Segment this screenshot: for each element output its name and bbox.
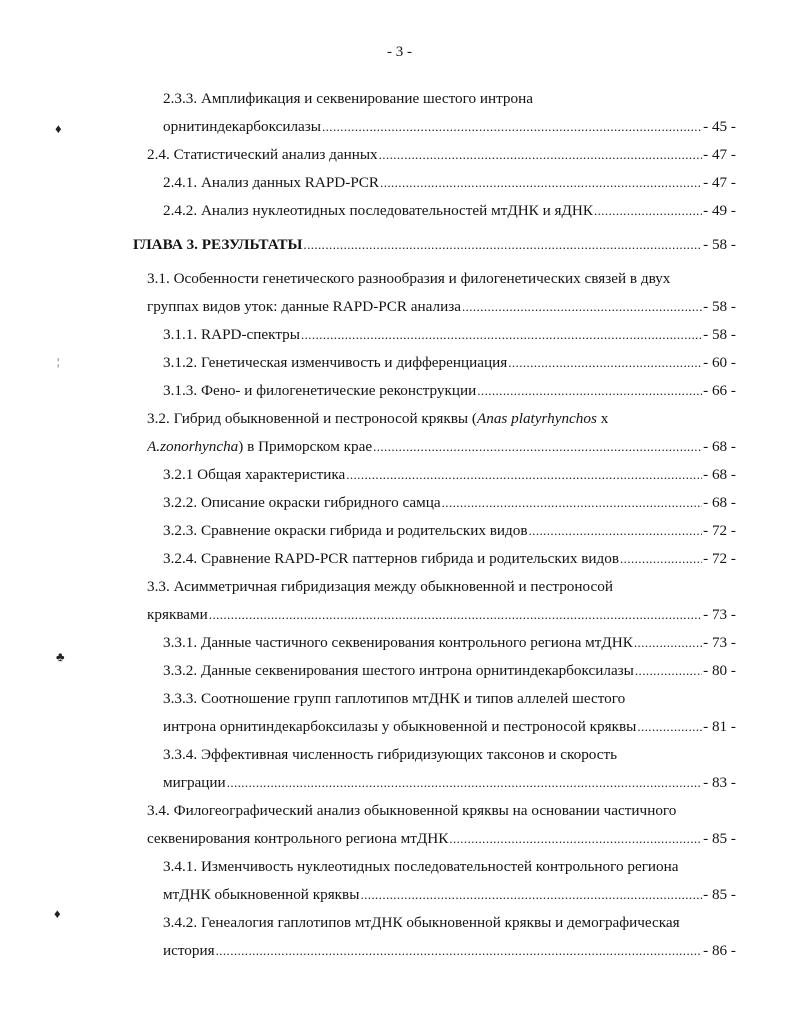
dot-leader bbox=[529, 520, 703, 542]
page-number: - 3 - bbox=[387, 44, 412, 60]
entry-title: 3.4.2. Генеалогия гаплотипов мтДНК обыкновенной кряквы и демографическая bbox=[163, 914, 680, 931]
entry-title: 3.3.1. Данные частичного секвенирования контрольного региона мтДНК bbox=[163, 634, 633, 651]
toc-entry bbox=[147, 408, 608, 430]
entry-title: 3.3.2. Данные секвенирования шестого интрона орнитиндекарбоксилазы bbox=[163, 662, 634, 679]
entry-page: - 81 - bbox=[703, 718, 736, 735]
toc-entry bbox=[147, 800, 676, 822]
dot-leader bbox=[322, 116, 702, 138]
entry-title: 3.2. Гибрид обыкновенной и пестроносой кряквы ( bbox=[147, 410, 477, 427]
dot-leader bbox=[380, 172, 702, 194]
toc-entry bbox=[163, 88, 533, 110]
scan-mark-icon: ¦ bbox=[57, 356, 60, 368]
entry-page: - 45 - bbox=[703, 118, 736, 135]
entry-page: - 68 - bbox=[703, 438, 736, 455]
toc-entry bbox=[147, 296, 736, 318]
entry-title: 3.3. Асимметричная гибридизация между обыкновенной и пестроносой bbox=[147, 578, 613, 595]
entry-page: - 73 - bbox=[703, 606, 736, 623]
entry-title: 3.2.3. Сравнение окраски гибрида и родительских видов bbox=[163, 522, 528, 539]
toc-entry bbox=[163, 744, 617, 766]
toc-entry bbox=[163, 772, 736, 794]
entry-page: - 72 - bbox=[703, 522, 736, 539]
toc-entry bbox=[147, 268, 670, 290]
dot-leader bbox=[442, 492, 702, 514]
entry-title: мтДНК обыкновенной кряквы bbox=[163, 886, 360, 903]
toc-entry bbox=[147, 828, 736, 850]
scan-mark-icon: ♣ bbox=[56, 649, 65, 664]
toc-entry bbox=[163, 380, 736, 402]
entry-page: - 85 - bbox=[703, 830, 736, 847]
entry-title: 3.1.1. RAPD-спектры bbox=[163, 326, 300, 343]
entry-page: - 85 - bbox=[703, 886, 736, 903]
toc-entry bbox=[147, 604, 736, 626]
toc-entry bbox=[163, 200, 736, 222]
dot-leader bbox=[635, 660, 702, 682]
entry-page: - 73 - bbox=[703, 634, 736, 651]
entry-page: - 47 - bbox=[703, 146, 736, 163]
entry-page: - 49 - bbox=[703, 202, 736, 219]
toc-entry bbox=[163, 940, 736, 962]
entry-title: 3.3.4. Эффективная численность гибридизующих таксонов и скорость bbox=[163, 746, 618, 763]
toc-entry bbox=[147, 576, 613, 598]
scan-mark-icon: ♦ bbox=[54, 906, 61, 921]
entry-title: интрона орнитиндекарбоксилазы у обыкновенной и пестроносой кряквы bbox=[163, 718, 637, 735]
entry-page: - 60 - bbox=[703, 354, 736, 371]
entry-page: - 83 - bbox=[703, 774, 736, 791]
scan-mark-icon: ♦ bbox=[55, 121, 62, 136]
toc-entry bbox=[163, 492, 736, 514]
dot-leader bbox=[449, 828, 702, 850]
toc-entry bbox=[163, 520, 736, 542]
entry-title: 2.3.3. Амплификация и секвенирование шестого интрона bbox=[163, 90, 533, 107]
toc-entry bbox=[163, 912, 680, 934]
entry-title-end: x bbox=[596, 410, 609, 427]
dot-leader bbox=[373, 436, 702, 458]
entry-title: 3.2.1 Общая характеристика bbox=[163, 466, 346, 483]
entry-page: - 68 - bbox=[703, 466, 736, 483]
entry-title: 3.4. Филогеографический анализ обыкновенной кряквы на основании частичного bbox=[147, 802, 677, 819]
toc-entry bbox=[163, 884, 736, 906]
toc-entry bbox=[163, 856, 679, 878]
dot-leader bbox=[346, 464, 702, 486]
entry-title: орнитиндекарбоксилазы bbox=[163, 118, 321, 135]
toc-entry bbox=[147, 144, 736, 166]
toc-entry bbox=[163, 632, 736, 654]
toc-entry bbox=[163, 172, 736, 194]
toc-entry bbox=[163, 716, 736, 738]
entry-page: - 47 - bbox=[703, 174, 736, 191]
entry-title: 3.1.2. Генетическая изменчивость и дифференциация bbox=[163, 354, 508, 371]
dot-leader bbox=[209, 604, 702, 626]
species-name: A.zonorhyncha bbox=[147, 438, 239, 455]
dot-leader bbox=[303, 234, 702, 256]
toc-entry bbox=[163, 548, 736, 570]
toc-chapter-entry bbox=[133, 234, 736, 256]
toc-entry bbox=[163, 688, 625, 710]
entry-title: 3.4.1. Изменчивость нуклеотидных последовательностей контрольного региона bbox=[163, 858, 679, 875]
entry-title: секвенирования контрольного региона мтДНК bbox=[147, 830, 449, 847]
dot-leader bbox=[508, 352, 702, 374]
dot-leader bbox=[637, 716, 702, 738]
species-name: Anas platyrhynchos bbox=[476, 410, 597, 427]
dot-leader bbox=[379, 144, 702, 166]
toc-entry bbox=[163, 116, 736, 138]
entry-page: - 58 - bbox=[703, 236, 736, 253]
entry-title: ) в Приморском крае bbox=[238, 438, 373, 455]
chapter-title: ГЛАВА 3. РЕЗУЛЬТАТЫ bbox=[133, 236, 303, 253]
entry-title: 2.4. Статистический анализ данных bbox=[147, 146, 378, 163]
toc-entry bbox=[163, 324, 736, 346]
entry-title: 3.2.4. Сравнение RAPD-PCR паттернов гибрида и родительских видов bbox=[163, 550, 620, 567]
toc-entry bbox=[163, 464, 736, 486]
entry-page: - 72 - bbox=[703, 550, 736, 567]
entry-title: кряквами bbox=[147, 606, 208, 623]
toc-entry bbox=[163, 352, 736, 374]
dot-leader bbox=[360, 884, 702, 906]
entry-page: - 58 - bbox=[703, 326, 736, 343]
dot-leader bbox=[594, 200, 702, 222]
entry-title: история bbox=[163, 942, 215, 959]
entry-title: 3.2.2. Описание окраски гибридного самца bbox=[163, 494, 441, 511]
entry-page: - 80 - bbox=[703, 662, 736, 679]
entry-title: 3.1. Особенности генетического разнообразия и филогенетических связей в двух bbox=[147, 270, 671, 287]
dot-leader bbox=[620, 548, 702, 570]
dot-leader bbox=[227, 772, 702, 794]
entry-page: - 68 - bbox=[703, 494, 736, 511]
entry-page: - 66 - bbox=[703, 382, 736, 399]
dot-leader bbox=[477, 380, 702, 402]
dot-leader bbox=[216, 940, 702, 962]
toc-entry bbox=[163, 660, 736, 682]
entry-page: - 58 - bbox=[703, 298, 736, 315]
entry-title: 2.4.1. Анализ данных RAPD-PCR bbox=[163, 174, 380, 191]
dot-leader bbox=[462, 296, 702, 318]
dot-leader bbox=[301, 324, 702, 346]
entry-title: миграции bbox=[163, 774, 226, 791]
dot-leader bbox=[634, 632, 702, 654]
entry-title: 2.4.2. Анализ нуклеотидных последовательностей мтДНК и яДНК bbox=[163, 202, 593, 219]
entry-page: - 86 - bbox=[703, 942, 736, 959]
entry-title: группах видов уток: данные RAPD-PCR анализа bbox=[147, 298, 461, 315]
toc-entry bbox=[147, 436, 736, 458]
entry-title: 3.1.3. Фено- и филогенетические реконструкции bbox=[163, 382, 477, 399]
entry-title: 3.3.3. Соотношение групп гаплотипов мтДНК и типов аллелей шестого bbox=[163, 690, 626, 707]
